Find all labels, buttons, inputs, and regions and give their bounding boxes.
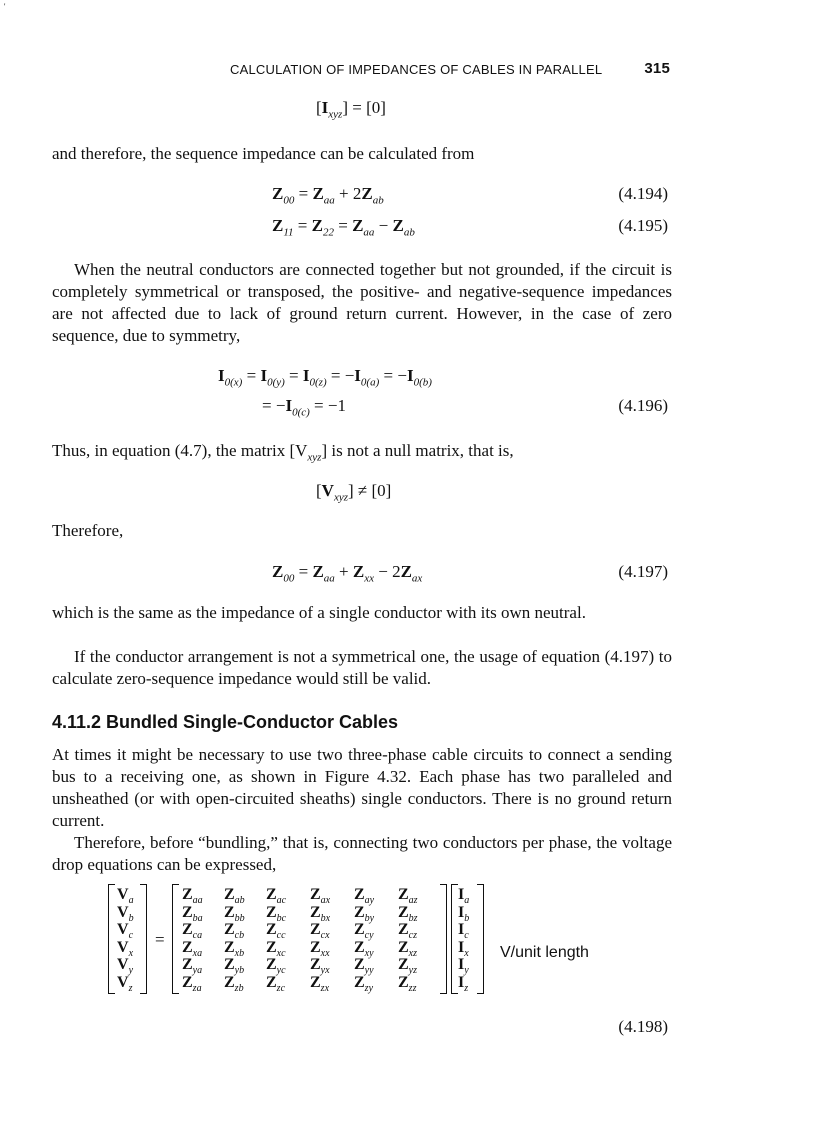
v-vector-entry: $V_x$	[117, 938, 134, 959]
z-matrix-entry: $Z_{xy}$	[354, 938, 374, 959]
v-vector-entry: $V_a$	[117, 886, 134, 907]
i-vector-entry: $I_y$	[458, 956, 469, 977]
page-number: 315	[644, 60, 670, 77]
equals-sign: =	[155, 930, 165, 949]
z-matrix-entry: $Z_{ca}$	[182, 921, 203, 942]
z-matrix-entry: $Z_{xa}$	[182, 938, 203, 959]
equation-number-198: (4.198)	[618, 1017, 668, 1036]
v-vector-entry: $V_c$	[117, 921, 134, 942]
z-matrix-entry: $Z_{cb}$	[224, 921, 245, 942]
z-matrix-entry: $Z_{xc}$	[266, 938, 286, 959]
z-matrix-entry: $Z_{yx}$	[310, 956, 330, 977]
z-matrix-entry: $Z_{az}$	[398, 886, 418, 907]
z-matrix-entry: $Z_{xb}$	[224, 938, 245, 959]
z-matrix-entry: $Z_{ac}$	[266, 886, 287, 907]
paragraph-2: When the neutral conductors are connected together but not grounded, if the circuit is completely symmetrical or transposed, the positive- and negative-sequence impedances are not affected due to lack of ground return current. However, in the case of zero sequence, due to symmetry,	[52, 260, 672, 345]
z-matrix-entry: $Z_{bx}$	[310, 903, 331, 924]
v-vector-entry: $V_y$	[117, 956, 134, 977]
i-vector-entry: $I_a$	[458, 886, 470, 907]
v-vector-entry: $V_z$	[117, 973, 133, 994]
v-bracket-left	[108, 884, 115, 994]
i-vector-entry: $I_b$	[458, 903, 470, 924]
i-vector-entry: $I_c$	[458, 921, 469, 942]
z-matrix-entry: $Z_{ay}$	[354, 886, 375, 907]
z-matrix-entry: $Z_{ab}$	[224, 886, 245, 907]
z-bracket-right	[440, 884, 447, 994]
i-vector-entry: $I_x$	[458, 938, 469, 959]
equation-4-194: $Z_{00} = Z_{aa} + 2Z_{ab}$	[272, 184, 384, 207]
equation-4-195: $Z_{11} = Z_{22} = Z_{aa} - Z_{ab}$	[272, 216, 415, 239]
z-matrix-entry: $Z_{xz}$	[398, 938, 418, 959]
z-matrix-entry: $Z_{aa}$	[182, 886, 203, 907]
equation-ixyz: $[I_{xyz}] = [0]$	[316, 98, 386, 121]
i-vector-entry: $I_z$	[458, 973, 469, 994]
z-matrix-entry: $Z_{yc}$	[266, 956, 286, 977]
z-matrix-entry: $Z_{yb}$	[224, 956, 245, 977]
z-matrix-entry: $Z_{cy}$	[354, 921, 374, 942]
z-matrix-entry: $Z_{zb}$	[224, 973, 244, 994]
equation-4-196-line1: $I_{0(x)} = I_{0(y)} = I_{0(z)} = -I_{0(a)} = -I_{0(b)}$	[218, 366, 432, 389]
z-matrix-entry: $Z_{zc}$	[266, 973, 286, 994]
equation-number-195: (4.195)	[618, 216, 668, 235]
z-matrix-entry: $Z_{ba}$	[182, 903, 203, 924]
z-matrix-entry: $Z_{zx}$	[310, 973, 330, 994]
equation-vxyz: $[V_{xyz}] \ne [0]$	[316, 481, 392, 504]
z-matrix-entry: $Z_{yy}$	[354, 956, 374, 977]
equation-number-197: (4.197)	[618, 562, 668, 581]
paragraph-8: Therefore, before “bundling,” that is, connecting two conductors per phase, the voltage drop equations can be expressed,	[52, 833, 672, 874]
running-title: CALCULATION OF IMPEDANCES OF CABLES IN PARALLEL	[230, 62, 603, 77]
z-matrix-entry: $Z_{ya}$	[182, 956, 203, 977]
z-matrix-entry: $Z_{cc}$	[266, 921, 286, 942]
unit-label: V/unit length	[500, 944, 589, 961]
z-matrix-entry: $Z_{cz}$	[398, 921, 418, 942]
equation-number-196: (4.196)	[618, 396, 668, 415]
z-matrix-entry: $Z_{by}$	[354, 903, 375, 924]
z-matrix-entry: $Z_{bc}$	[266, 903, 287, 924]
z-matrix-entry: $Z_{zz}$	[398, 973, 417, 994]
z-matrix-entry: $Z_{xx}$	[310, 938, 330, 959]
equation-4-196-line2: = $-I_{0(c)} = -1$	[262, 396, 346, 419]
equation-4-197: $Z_{00} = Z_{aa} + Z_{xx} - 2Z_{ax}$	[272, 562, 423, 585]
corner-mark: '	[4, 2, 6, 11]
i-bracket-right	[477, 884, 484, 994]
v-vector-entry: $V_b$	[117, 903, 134, 924]
z-matrix-entry: $Z_{cx}$	[310, 921, 330, 942]
v-bracket-right	[140, 884, 147, 994]
paragraph-6: If the conductor arrangement is not a symmetrical one, the usage of equation (4.197) to calculate zero-sequence impedance would still be valid.	[52, 647, 672, 688]
paragraph-5: which is the same as the impedance of a single conductor with its own neutral.	[52, 603, 586, 622]
i-bracket-left	[451, 884, 458, 994]
paragraph-7: At times it might be necessary to use two three-phase cable circuits to connect a sending bus to a receiving one, as shown in Figure 4.32. Each phase has two paralleled and unsheathed (or with open-circuited sheaths) single conductors. There is no ground return current.	[52, 745, 672, 830]
section-heading: 4.11.2 Bundled Single-Conductor Cables	[52, 712, 399, 732]
z-matrix-entry: $Z_{ax}$	[310, 886, 331, 907]
z-matrix-entry: $Z_{bz}$	[398, 903, 418, 924]
equation-number-194: (4.194)	[618, 184, 668, 203]
z-matrix-entry: $Z_{bb}$	[224, 903, 245, 924]
z-matrix-entry: $Z_{zy}$	[354, 973, 374, 994]
paragraph-3: Thus, in equation (4.7), the matrix $[V_{xyz}]$ is not a null matrix, that is,	[52, 441, 514, 464]
z-bracket-left	[172, 884, 179, 994]
paragraph-1: and therefore, the sequence impedance can be calculated from	[52, 144, 475, 163]
paragraph-4: Therefore,	[52, 521, 124, 540]
z-matrix-entry: $Z_{yz}$	[398, 956, 418, 977]
z-matrix-entry: $Z_{za}$	[182, 973, 202, 994]
